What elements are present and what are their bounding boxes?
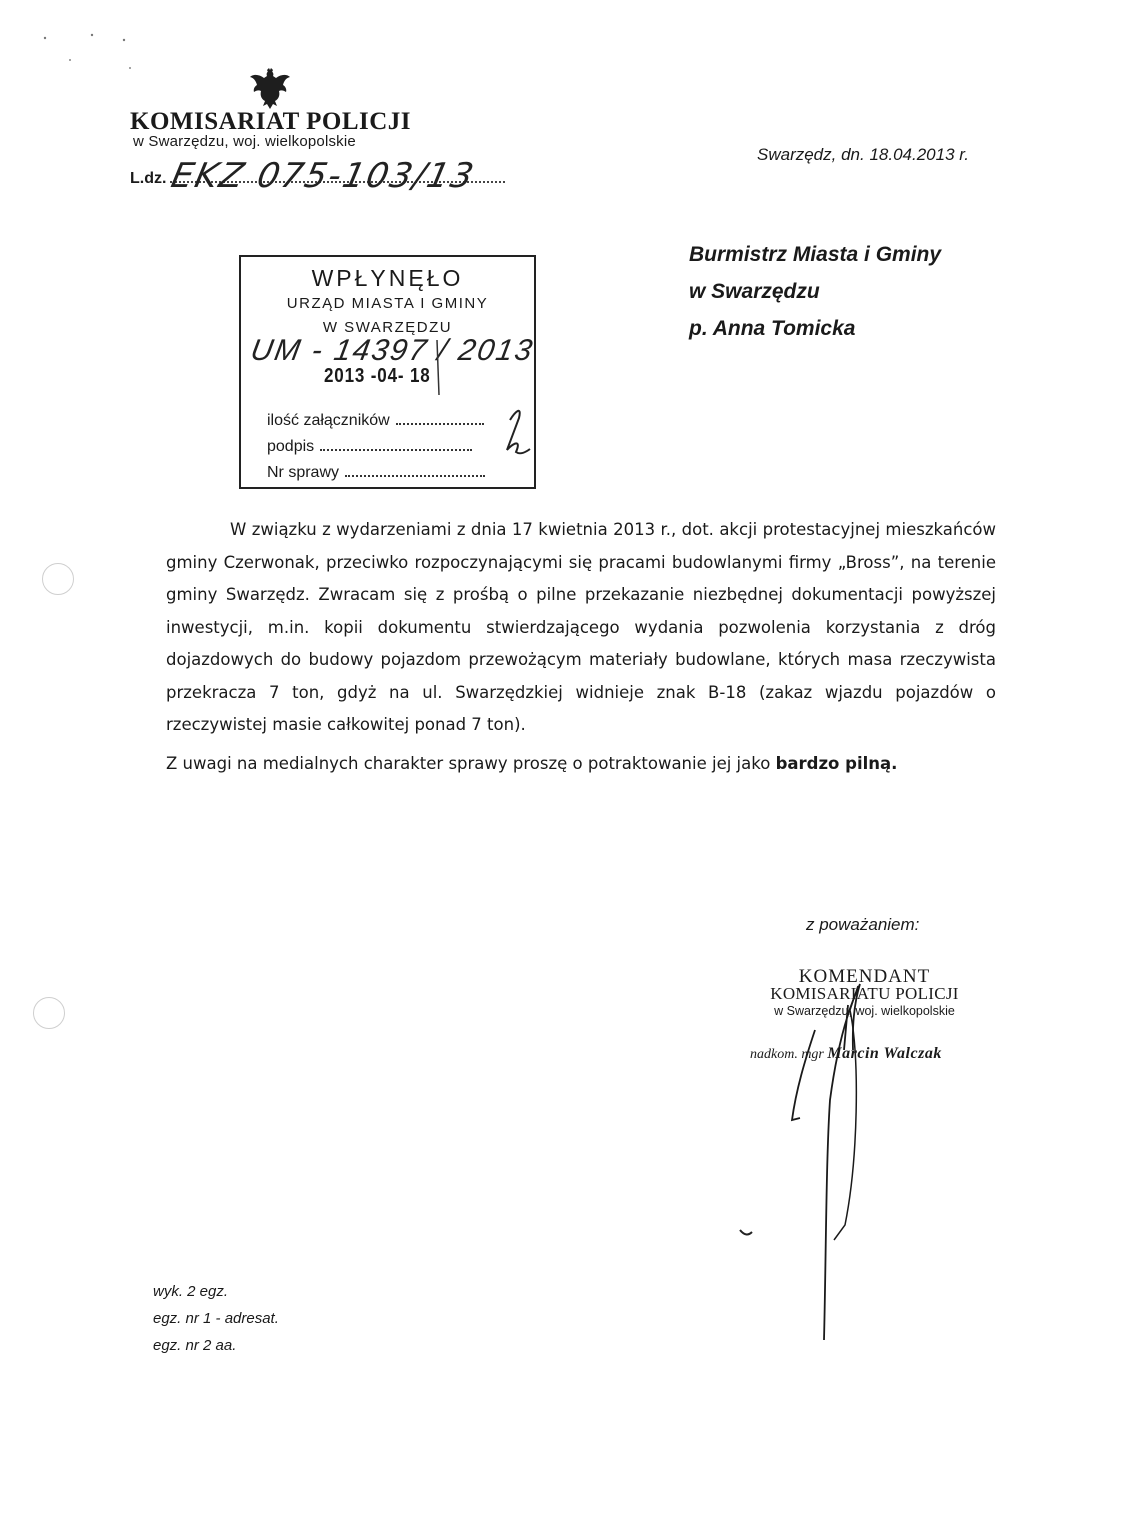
signature-location: w Swarzędzu, woj. wielkopolskie xyxy=(774,1004,955,1018)
stamp-title: WPŁYNĘŁO xyxy=(311,265,464,291)
scan-speck xyxy=(91,34,93,36)
stamp-handwritten-stroke xyxy=(437,340,439,395)
stamp-city-line: W SWARZĘDZU xyxy=(322,319,453,336)
copies-line-2: egz. nr 1 - adresat. xyxy=(153,1310,279,1327)
recipient-line-2: w Swarzędzu xyxy=(689,280,820,303)
stamp-case-label: Nr sprawy xyxy=(267,464,340,481)
recipient-line-1: Burmistrz Miasta i Gminy xyxy=(689,243,942,266)
signature-role: KOMENDANT xyxy=(798,966,931,987)
stamp-signature-label: podpis xyxy=(267,438,315,455)
issuer-location: w Swarzędzu, woj. wielkopolskie xyxy=(133,133,356,150)
body-paragraph-1: W związku z wydarzeniami z dnia 17 kwietnia 2013 r., dot. akcji protestacyjnej mieszkańców gminy Czerwonak, przeciwko rozpoczynającymi się pracami budowlanymi firmy „Bross”, na terenie gminy Swarzędz. Zwracam się z prośbą o pilne przekazanie niezbędnej dokumentacji powyższej inwestycji, m.in. kopii dokumentu stwierdzającego wydania pozwolenia korzystania z dróg dojazdowych do budowy pojazdom przewożącym materiały budowlane, których masa rzeczywista przekracza 7 ton, gdyż na ul. Swarzędzkiej widnieje znak B-18 (zakaz wjazdu pojazdów o rzeczywistej masie całkowitej ponad 7 ton). xyxy=(166,520,996,734)
main-signature-scribble xyxy=(792,984,860,1340)
scan-speck xyxy=(123,39,125,41)
signature-unit: KOMISARIATU POLICJI xyxy=(770,984,959,1003)
reference-label-text: L.dz. xyxy=(130,170,167,187)
copies-line-3: egz. nr 2 aa. xyxy=(153,1337,237,1354)
stamp-office-line: URZĄD MIASTA I GMINY xyxy=(286,295,489,312)
issuer-name: KOMISARIAT POLICJI xyxy=(130,108,412,135)
signatory-name: Marcin Walczak xyxy=(827,1045,942,1062)
scan-speck xyxy=(69,59,71,61)
closing-phrase: z poważaniem: xyxy=(806,915,920,934)
reference-number: EKZ 075-103/13 xyxy=(167,156,479,196)
recipient-line-3: p. Anna Tomicka xyxy=(689,317,856,340)
stamp-registration-number: UM - 14397 / 2013 xyxy=(248,334,537,367)
letter-date: Swarzędz, dn. 18.04.2013 r. xyxy=(757,145,970,164)
stamp-signature-scribble xyxy=(507,411,530,453)
scan-speck xyxy=(44,37,46,39)
body-paragraph-2-emphasis: bardzo pilną. xyxy=(775,753,898,773)
body-paragraph-2-text: Z uwagi na medialnych charakter sprawy proszę o potraktowanie jej jako xyxy=(166,753,776,773)
ink-mark xyxy=(740,1230,752,1234)
scan-speck xyxy=(129,67,131,69)
stamp-date: 2013 -04- 18 xyxy=(324,365,431,387)
stamp-attachments-label: ilość załączników xyxy=(267,412,390,429)
copies-line-1: wyk. 2 egz. xyxy=(153,1283,229,1300)
signatory-rank: nadkom. mgr xyxy=(750,1047,824,1062)
